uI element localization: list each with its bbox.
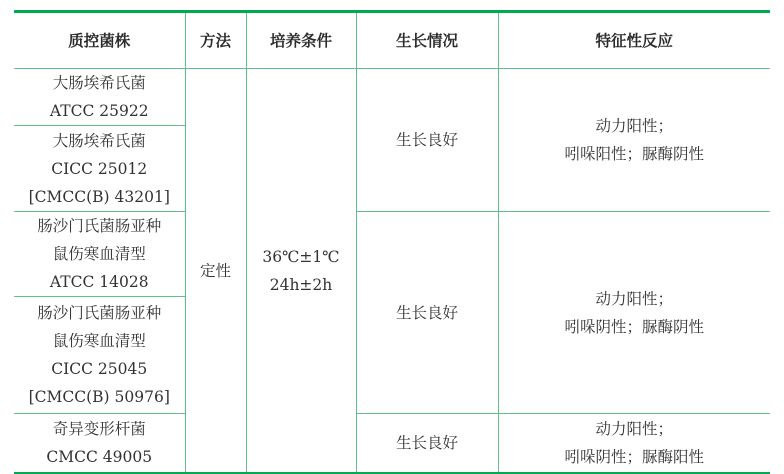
- reaction-line: 动力阳性；: [595, 117, 673, 135]
- strain-serotype: 鼠伤寒血清型: [52, 332, 146, 350]
- table-row: [14, 69, 770, 126]
- table-row: [14, 212, 770, 297]
- strain-name: 大肠埃希氏菌: [52, 131, 146, 150]
- reaction-line: 吲哚阴性；脲酶阴性: [564, 317, 704, 336]
- strain-cell-proteus-cmcc-49005: [14, 414, 185, 474]
- reaction-line: 动力阳性；: [595, 289, 673, 308]
- strain-serotype: 鼠伤寒血清型: [52, 245, 146, 263]
- reaction-cell-group-1: [498, 69, 770, 212]
- strain-code: CICC 25045: [51, 360, 148, 378]
- growth-cell-group-3: 生长良好: [356, 414, 498, 474]
- strain-name: 肠沙门氏菌肠亚种: [37, 304, 162, 322]
- strain-name: 肠沙门氏菌肠亚种: [37, 217, 162, 235]
- strain-cell-salmonella-cicc-25045: [14, 297, 185, 414]
- culture-temperature: 36℃±1℃: [262, 247, 340, 266]
- reaction-cell-group-3: [498, 414, 770, 474]
- strain-name: 大肠埃希氏菌: [52, 74, 146, 92]
- reaction-line: 吲哚阴性；脲酶阳性: [564, 448, 704, 466]
- strain-cell-salmonella-atcc-14028: [14, 212, 185, 297]
- strain-code-alt: [CMCC(B) 43201]: [28, 187, 170, 206]
- table-row: [14, 414, 770, 474]
- qc-strain-table: [14, 10, 770, 474]
- col-header-strain: 质控菌株: [14, 12, 185, 69]
- strain-cell-ecoli-atcc-25922: [14, 69, 185, 126]
- culture-duration: 24h±2h: [269, 275, 333, 294]
- col-header-culture-condition: 培养条件: [246, 12, 356, 69]
- header-row: [14, 12, 770, 69]
- strain-code: ATCC 14028: [49, 273, 149, 291]
- reaction-cell-group-2: [498, 212, 770, 414]
- col-header-reaction: 特征性反应: [498, 12, 770, 69]
- strain-code: ATCC 25922: [49, 102, 149, 120]
- strain-name: 奇异变形杆菌: [52, 420, 146, 438]
- strain-cell-ecoli-cicc-25012: [14, 126, 185, 212]
- col-header-growth: 生长情况: [356, 12, 498, 69]
- strain-code: CMCC 49005: [46, 448, 153, 466]
- growth-cell-group-1: 生长良好: [356, 69, 498, 212]
- strain-code-alt: [CMCC(B) 50976]: [28, 388, 170, 406]
- strain-code: CICC 25012: [51, 159, 148, 178]
- reaction-line: 动力阳性；: [595, 420, 673, 438]
- culture-condition-cell: [246, 69, 356, 474]
- reaction-line: 吲哚阳性；脲酶阴性: [564, 145, 704, 163]
- growth-cell-group-2: 生长良好: [356, 212, 498, 414]
- col-header-method: 方法: [185, 12, 246, 69]
- method-cell: 定性: [185, 69, 246, 474]
